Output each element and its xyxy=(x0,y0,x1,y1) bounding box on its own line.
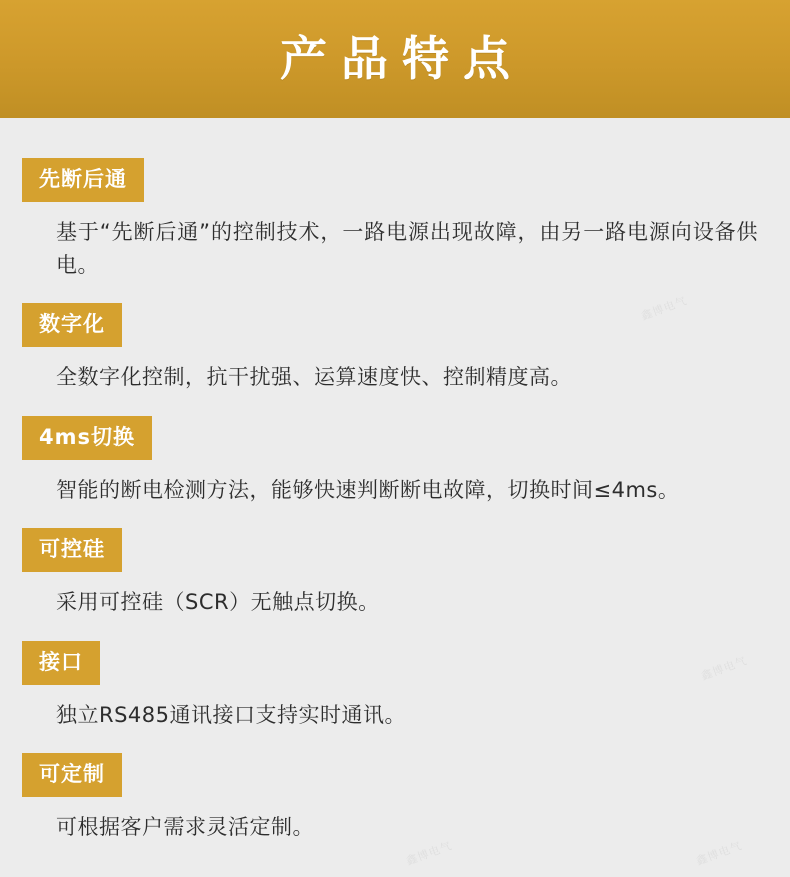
feature-description: 智能的断电检测方法，能够快速判断断电故障，切换时间≤4ms。 xyxy=(56,477,680,502)
feature-tag: 先断后通 xyxy=(22,158,144,202)
feature-description: 全数字化控制，抗干扰强、运算速度快、控制精度高。 xyxy=(56,365,572,390)
watermark-text: 鑫博电气 xyxy=(699,654,749,683)
feature-item xyxy=(22,158,768,281)
watermark-text: 鑫博电气 xyxy=(639,294,689,323)
feature-item xyxy=(22,528,768,619)
feature-tag: 可控硅 xyxy=(22,528,122,572)
feature-item xyxy=(22,303,768,394)
features-list xyxy=(0,118,790,844)
page-header-banner xyxy=(0,0,790,118)
feature-tag: 4ms切换 xyxy=(22,416,152,460)
feature-description: 采用可控硅（SCR）无触点切换。 xyxy=(56,590,380,615)
watermark-text: 鑫博电气 xyxy=(694,839,744,868)
feature-description: 基于“先断后通”的控制技术，一路电源出现故障，由另一路电源向设备供电。 xyxy=(56,220,758,277)
feature-item xyxy=(22,753,768,844)
feature-description: 可根据客户需求灵活定制。 xyxy=(56,815,314,840)
watermark-text: 鑫博电气 xyxy=(404,839,454,868)
feature-item xyxy=(22,641,768,732)
page-title: 产品特点 xyxy=(280,31,524,87)
feature-tag: 接口 xyxy=(22,641,100,685)
feature-tag: 数字化 xyxy=(22,303,122,347)
feature-description: 独立RS485通讯接口支持实时通讯。 xyxy=(56,702,407,727)
feature-item xyxy=(22,416,768,507)
feature-tag: 可定制 xyxy=(22,753,122,797)
